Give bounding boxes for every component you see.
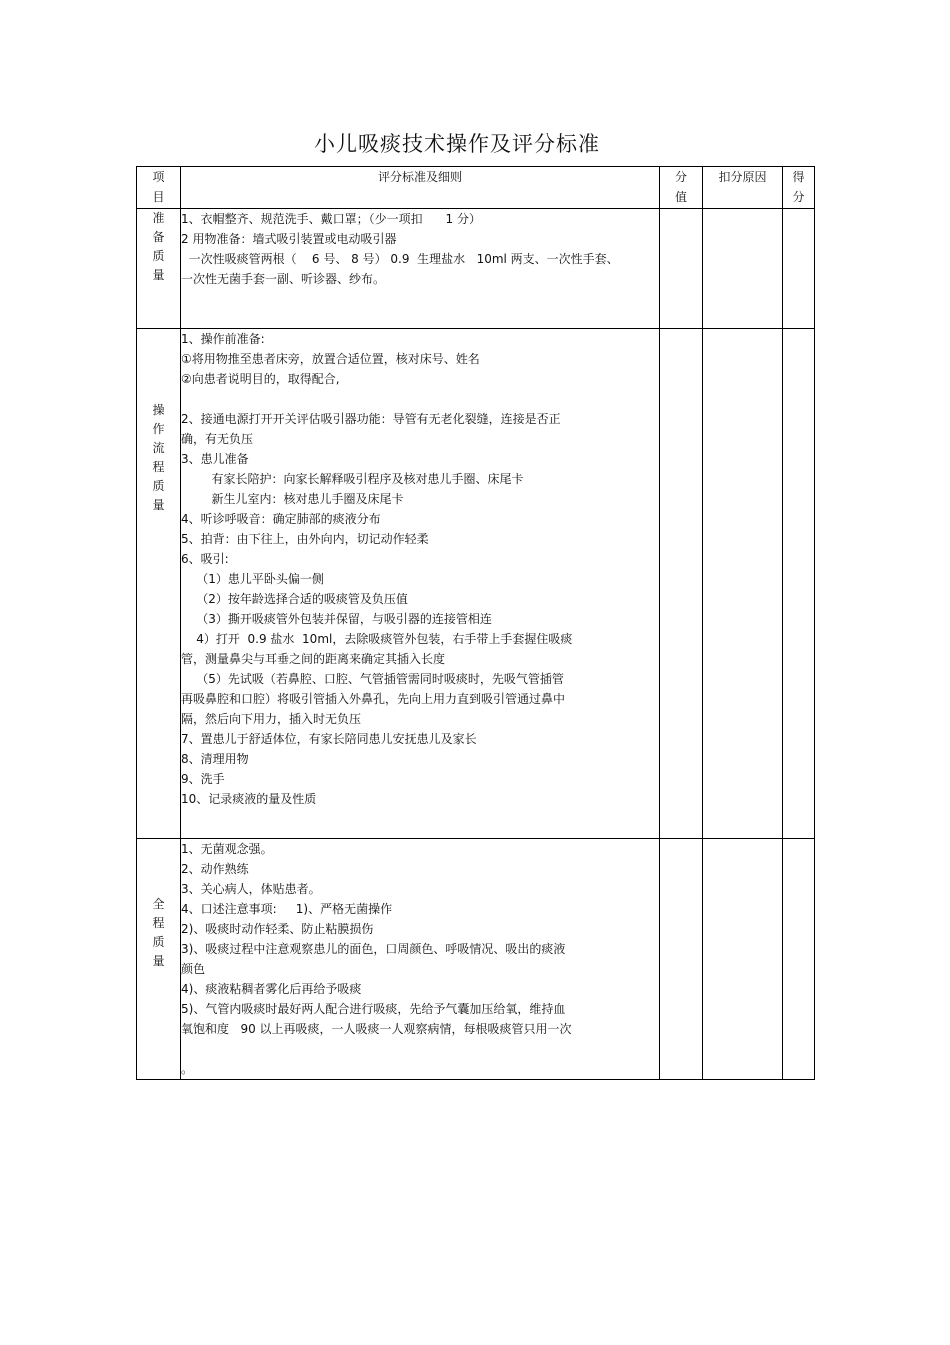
got-score-cell[interactable] [783, 209, 815, 329]
section-content-prep: 1、衣帽整齐、规范洗手、戴口罩；（少一项扣 1 分） 2 用物准备：墙式吸引装置或电动吸引器 一次性吸痰管两根（ 6 号、 8 号） 0.9 生理盐水 10ml 两支、一次性手套、 一次性无菌手套一副、听诊器、纱布。 [181, 209, 660, 329]
got-score-cell[interactable] [783, 329, 815, 839]
section-label-proc: 操 作 流 程 质 量 [137, 329, 181, 839]
section-label-prep: 准 备 质 量 [137, 209, 181, 329]
deduct-reason-cell[interactable] [703, 839, 783, 1080]
table-header-row [137, 167, 815, 209]
header-deduct-reason: 扣分原因 [703, 167, 783, 209]
score-cell[interactable] [660, 209, 703, 329]
header-item: 项 目 [137, 167, 181, 209]
score-cell[interactable] [660, 329, 703, 839]
section-row-whole [137, 839, 815, 1080]
header-got-score: 得 分 [783, 167, 815, 209]
deduct-reason-cell[interactable] [703, 329, 783, 839]
scoring-table [136, 166, 815, 1080]
section-row-proc [137, 329, 815, 839]
section-content-whole: 1、无菌观念强。 2、动作熟练 3、关心病人，体贴患者。 4、口述注意事项: 1)、严格无菌操作 2)、吸痰时动作轻柔、防止粘膜损伤 3)、吸痰过程中注意观察患儿的面色，口周颜色、呼吸情况、吸出的痰液 颜色 4)、痰液粘稠者雾化后再给予吸痰 5)、气管内吸痰时最好两人配合进行吸痰，先给予气囊加压给氧，维持血 氧饱和度 90 以上再吸痰，一人吸痰一人观察病情，每根吸痰管只用一次 。 [181, 839, 660, 1080]
page-title: 小儿吸痰技术操作及评分标准 [314, 132, 600, 156]
got-score-cell[interactable] [783, 839, 815, 1080]
score-cell[interactable] [660, 839, 703, 1080]
header-criteria: 评分标准及细则 [181, 167, 660, 209]
header-score: 分 值 [660, 167, 703, 209]
section-content-proc: 1、操作前准备: ①将用物推至患者床旁，放置合适位置，核对床号、姓名 ②向患者说明目的，取得配合, 2、接通电源打开开关评估吸引器功能：导管有无老化裂缝，连接是否正 确，有无负压 3、患儿准备 有家长陪护：向家长解释吸引程序及核对患儿手圈、床尾卡 新生儿室内：核对患儿手圈及床尾卡 4、听诊呼吸音：确定肺部的痰液分布 5、拍背：由下往上，由外向内，切记动作轻柔 6、吸引: （1）患儿平卧头偏一侧 （2）按年龄选择合适的吸痰管及负压值 （3）撕开吸痰管外包装并保留，与吸引器的连接管相连 4）打开 0.9 盐水 10ml，去除吸痰管外包装，右手带上手套握住吸痰 管，测量鼻尖与耳垂之间的距离来确定其插入长度 （5）先试吸（若鼻腔、口腔、气管插管需同时吸痰时，先吸气管插管 再吸鼻腔和口腔）将吸引管插入外鼻孔，先向上用力直到吸引管通过鼻中 隔，然后向下用力，插入时无负压 7、置患儿于舒适体位，有家长陪同患儿安抚患儿及家长 8、清理用物 9、洗手 10、记录痰液的量及性质 [181, 329, 660, 839]
section-row-prep [137, 209, 815, 329]
deduct-reason-cell[interactable] [703, 209, 783, 329]
section-label-whole: 全 程 质 量 [137, 839, 181, 1080]
